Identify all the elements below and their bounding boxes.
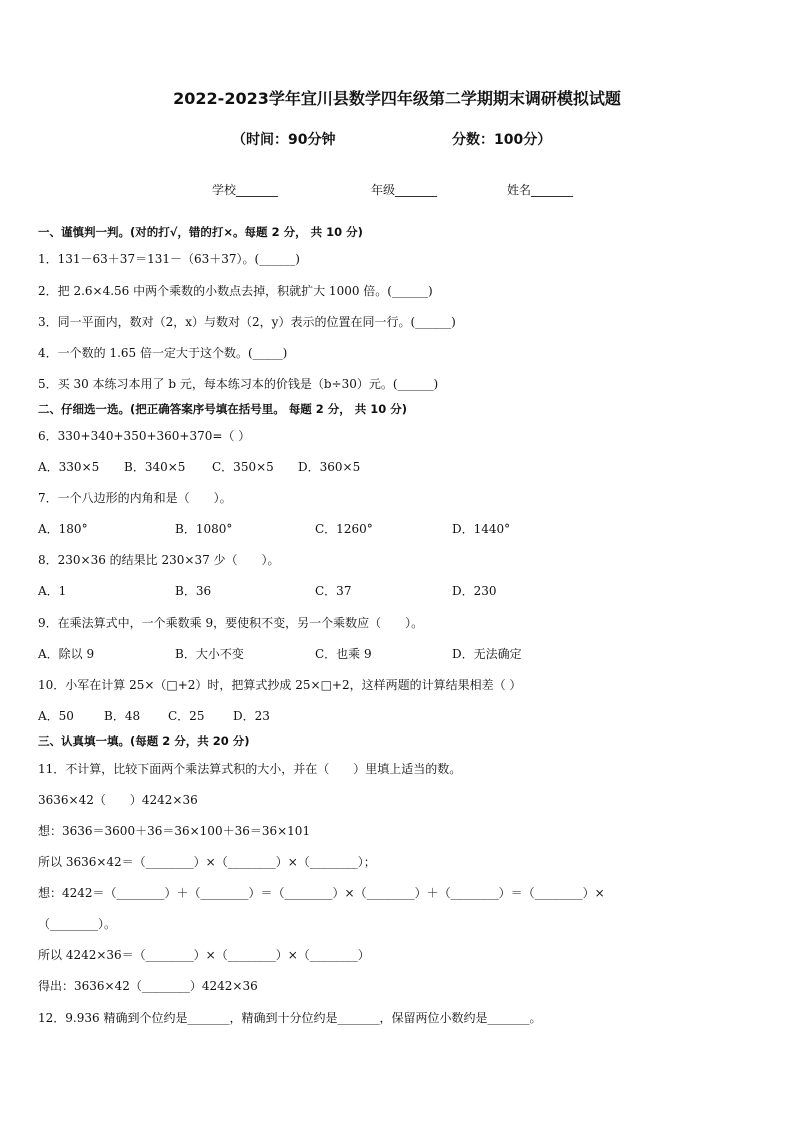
- option-b[interactable]: B．大小不变: [175, 647, 244, 661]
- option-a[interactable]: A．330×5: [38, 460, 100, 474]
- question-10: 10．小军在计算 25×（□+2）时，把算式抄成 25×□+2，这样两题的计算结果相差（ ）: [38, 678, 522, 692]
- name-field[interactable]: 姓名_______: [507, 183, 574, 197]
- question-11-line-6[interactable]: 所以 4242×36＝（________）×（________）×（________）: [38, 948, 370, 962]
- question-11-line-4[interactable]: 想：4242＝（________）＋（________）＝（________）×（________）＋（________）＝（________）×: [38, 886, 605, 900]
- grade-field[interactable]: 年级_______: [371, 183, 438, 197]
- question-3[interactable]: 3．同一平面内，数对（2，x）与数对（2，y）表示的位置在同一行。(______): [38, 315, 456, 329]
- question-8: 8．230×36 的结果比 230×37 少（ ）。: [38, 553, 280, 567]
- question-1[interactable]: 1．131－63＋37＝131－（63＋37）。(______): [38, 252, 300, 266]
- option-b[interactable]: B．48: [104, 709, 141, 723]
- question-7: 7．一个八边形的内角和是（ ）。: [38, 491, 232, 505]
- option-a[interactable]: A．180°: [38, 522, 88, 536]
- option-d[interactable]: D．1440°: [452, 522, 511, 536]
- question-6: 6．330+340+350+360+370=（ ）: [38, 429, 251, 443]
- option-a[interactable]: A．1: [38, 584, 67, 598]
- option-d[interactable]: D．360×5: [298, 460, 361, 474]
- question-2[interactable]: 2．把 2.6×4.56 中两个乘数的小数点去掉，积就扩大 1000 倍。(______): [38, 284, 433, 298]
- option-c[interactable]: C．37: [315, 584, 352, 598]
- option-a[interactable]: A．50: [38, 709, 74, 723]
- time-label: （时间：90分钟: [232, 132, 336, 148]
- option-b[interactable]: B．36: [175, 584, 212, 598]
- question-4[interactable]: 4．一个数的 1.65 倍一定大于这个数。(_____): [38, 346, 288, 360]
- question-12[interactable]: 12．9.936 精确到个位约是_______，精确到十分位约是_______，保留两位小数约是_______。: [38, 1011, 542, 1025]
- page-title: 2022-2023学年宜川县数学四年级第二学期期末调研模拟试题: [173, 89, 621, 108]
- option-c[interactable]: C．25: [168, 709, 205, 723]
- option-c[interactable]: C．1260°: [315, 522, 373, 536]
- option-b[interactable]: B．340×5: [124, 460, 186, 474]
- option-b[interactable]: B．1080°: [175, 522, 233, 536]
- section1-heading: 一、谨慎判一判。(对的打√，错的打×。每题 2 分， 共 10 分): [38, 225, 363, 239]
- question-9: 9．在乘法算式中，一个乘数乘 9，要使积不变，另一个乘数应（ ）。: [38, 616, 424, 630]
- school-field[interactable]: 学校_______: [212, 183, 279, 197]
- option-d[interactable]: D．23: [233, 709, 270, 723]
- option-d[interactable]: D．230: [452, 584, 497, 598]
- question-5[interactable]: 5．买 30 本练习本用了 b 元，每本练习本的价钱是（b÷30）元。(______): [38, 377, 439, 391]
- question-11-line-5[interactable]: （________）。: [38, 917, 117, 931]
- option-d[interactable]: D．无法确定: [452, 647, 522, 661]
- question-11-line-1[interactable]: 3636×42（ ）4242×36: [38, 793, 198, 807]
- option-a[interactable]: A．除以 9: [38, 647, 95, 661]
- question-11-line-3[interactable]: 所以 3636×42＝（________）×（________）×（________）；: [38, 855, 376, 869]
- score-label: 分数：100分）: [452, 132, 552, 148]
- question-11-line-2: 想：3636＝3600＋36＝36×100＋36＝36×101: [38, 824, 311, 838]
- section3-heading: 三、认真填一填。(每题 2 分，共 20 分): [38, 734, 250, 748]
- question-11-line-7[interactable]: 得出：3636×42（________）4242×36: [38, 979, 258, 993]
- option-c[interactable]: C．也乘 9: [315, 647, 372, 661]
- section2-heading: 二、仔细选一选。(把正确答案序号填在括号里。 每题 2 分， 共 10 分): [38, 402, 408, 416]
- option-c[interactable]: C．350×5: [212, 460, 274, 474]
- question-11: 11．不计算，比较下面两个乘法算式积的大小，并在（ ）里填上适当的数。: [38, 762, 462, 776]
